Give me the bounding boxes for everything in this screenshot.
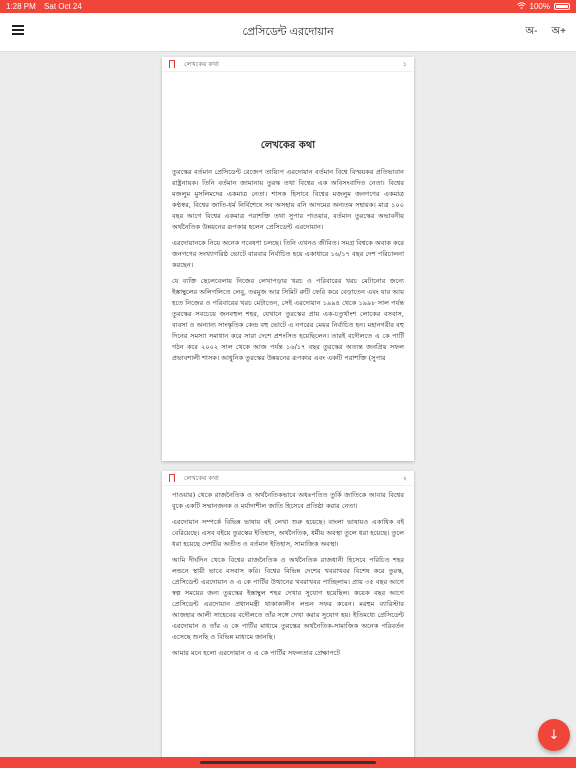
wifi-icon <box>517 2 526 11</box>
bookmark-icon[interactable] <box>169 474 175 482</box>
status-date: Sat Oct 24 <box>44 2 82 11</box>
battery-icon <box>554 3 570 10</box>
paragraph: এরদোয়ানকে নিয়ে অনেক গবেষণা চলছে। তিনি এখনও জীবিত। সমগ্র বিশ্বকে অবাক করে জনগণের সংখ্যাগরিষ্ঠ ভোটে বারবার নির্বাচিত হয়ে একাধারে ১৬/১৭ বছর দেশ পরিচালনা করছেন। <box>172 239 404 269</box>
page-body <box>162 486 414 659</box>
app-bar <box>0 13 576 52</box>
status-right <box>517 2 570 11</box>
arrow-down-icon: ↓ <box>548 727 560 743</box>
home-indicator[interactable] <box>200 761 376 764</box>
page-header <box>162 57 414 72</box>
chapter-title: লেখকের কথা <box>260 140 316 151</box>
menu-icon[interactable] <box>12 25 24 35</box>
paragraph: পাওয়ার) থেকে রাজনৈতিক ও অর্থনৈতিকভাবে অধঃপতিত তুর্কি জাতিকে আবার বিশ্বের বুকে একটি সম্মানজনক ও মর্যাদাশীল জাতি হিসেবে প্রতিষ্ঠা করার নেতা। <box>172 491 404 510</box>
page-body <box>162 140 414 364</box>
paragraph: আমার মনে হলো এরদোয়ান ও এ কে পার্টির সফলতার প্রেক্ষাপটে <box>172 649 341 657</box>
status-bar <box>0 0 576 13</box>
page-number: ১ <box>402 60 407 68</box>
page-header <box>162 471 414 486</box>
paragraph: এরদোয়ান সম্পর্কে বিভিন্ন ভাষায় বই লেখা শুরু হয়েছে। বাংলা ভাষায়ও একাধিক বই বেরিয়েছে। এসব বইয়ে তুরস্কের ইতিহাস, অর্থনৈতিক, ধর্মীয় অবস্থা তুলে ধরা হয়েছে। তুলে ধরা হয়েছে দেশটির অতীত ও বর্তমান ইতিহাস, সামাজিক অবস্থা। <box>172 518 404 548</box>
scroll-down-button[interactable] <box>538 719 570 751</box>
page-number: ২ <box>402 474 407 482</box>
bookmark-icon[interactable] <box>169 60 175 68</box>
paragraph: আমি দীর্ঘদিন থেকে বিশ্বের রাজনৈতিক ও অর্থনৈতিক রাজধানী হিসেবে পরিচিত শহর লন্ডনে স্থায়ী ভাবে বসবাস করি। বিশ্বের বিভিন্ন দেশের খবরাখবর বিশেষ করে তুরস্ক, প্রেসিডেন্ট এরদোয়ান ও এ কে পার্টির উত্থানের খবরাখবর পাচ্ছিলাম। প্রায় ৩৫ বছর আগে স্বল্প সময়ের জন্য তুরস্কের ইস্তাম্বুল শহর দেখার সুযোগ হয়েছিল। কয়েক বছর আগে প্রেসিডেন্ট এরদোয়ান প্রধানমন্ত্রী থাকাকালীন লন্ডন সফর করেন। মরহুম ব্যারিস্টার আজহার আলী সাহেবের বদৌলতে তাঁর সঙ্গে দেখা করার সুযোগ হয়। ইতিমধ্যে প্রেসিডেন্ট এরদোয়ান ও তাঁর এ কে পার্টির মাধ্যমে তুরস্কের অর্থনৈতিক-সামাজিক অনেক পরিবর্তন এসেছে শুনছি ও বিভিন্ন মাধ্যমে জানছি। <box>172 556 404 641</box>
font-size-controls <box>525 24 566 41</box>
book-title: প্রেসিডেন্ট এরদোয়ান <box>242 25 334 38</box>
page-header-title: লেখকের কথা <box>184 60 219 68</box>
font-decrease-button[interactable]: অ- <box>525 26 538 37</box>
status-time: 1:28 PM <box>6 2 36 11</box>
book-page-1[interactable] <box>162 57 414 461</box>
paragraph: যে ব্যক্তি ছেলেবেলায় নিজের লেখাপড়ার খরচ ও পরিবারের খরচ মেটানোর জন্যে ইস্তাম্বুলের অলিগলিতে লেবু, তরমুজ আর সিমিট রুটি ফেরি করে বেড়াতেন এবং যার আয় হতে নিজের ও পরিবারের খরচ মেটাতেন, সেই এরদোয়ান ১৯৯৪ থেকে ১৯৯৮ সাল পর্যন্ত তুরস্কের সবচেয়ে জনবহুল শহর, যেখানে তুরস্কের প্রায় এক-চতুর্থাংশ লোকের বসবাস, ব্যবসা ও অন্যান্য সাংস্কৃতিক কেন্দ্র বহু ভোটে এ নগরের মেয়র নির্বাচিত হন। মহানগরীর বহু দিনের সমস্যা সমাধান করে সারা দেশে প্রশংসিত হয়েছিলেন। তারই বদৌলতে এ কে পার্টি গঠন করে ২০০২ সাল থেকে আজ পর্যন্ত ১৬/১৭ বছর তুরস্কের অত্যন্ত জনপ্রিয় সফল প্রভাবশালী শাসক। আধুনিক তুরস্কের উন্নয়নের রূপকার এবং একটি পরাশক্তি (সুপার <box>172 277 404 362</box>
page-header-title: লেখকের কথা <box>184 474 219 482</box>
paragraph: তুরস্কের বর্তমান প্রেসিডেন্ট রেজেপ তায়্যিপ এরদোয়ান বর্তমান বিশ্বে বিস্ময়কর প্রতিভাবান রাষ্ট্রনায়ক। তিনি বর্তমান জামানায় তুরস্ক তথা বিশ্বের এক অবিসংবাদিত নেতা। বিশ্বের মজলুম মুসলিমদের একমাত্র নেতা। শাসক হিসাবে বিশ্বের মজলুম জনগণের একমাত্র কণ্ঠস্বর, বিশ্বের জাতি-ধর্ম নির্বিশেষে সব অসহায় বনি আদমের অন্যতম সহায়ক। মাত্র ১০০ বছর আগে বিশ্বের একমাত্র পরাশক্তি তথা সুপার পাওয়ার, বর্তমান তুরস্কের অভাবনীয় অর্থনৈতিক উন্নয়নের রূপকার হলেন প্রেসিডেন্ট এরদোয়ান। <box>172 168 404 231</box>
status-left <box>6 2 88 11</box>
battery-percent: 100% <box>529 2 550 11</box>
font-increase-button[interactable]: অ+ <box>551 26 566 37</box>
book-page-2[interactable] <box>162 471 414 768</box>
